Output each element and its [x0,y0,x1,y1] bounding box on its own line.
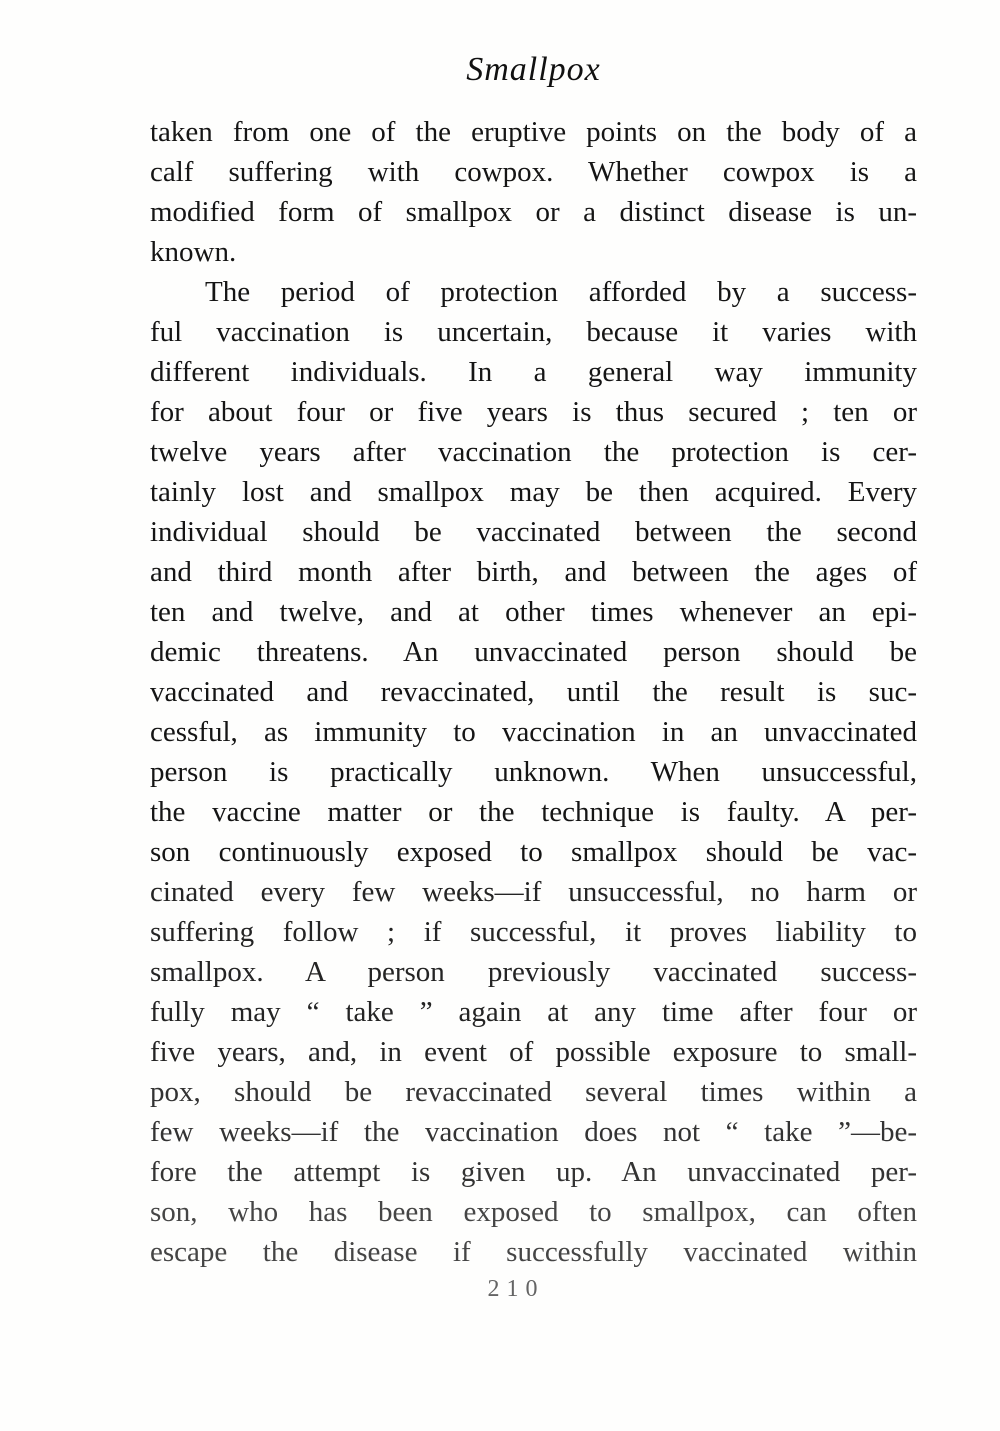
text-line: five years, and, in event of possible exposure to small- [150,1036,917,1068]
text-line: escape the disease if successfully vaccinated within [150,1236,917,1268]
text-line: fore the attempt is given up. An unvaccinated per- [150,1156,917,1188]
text-line: fully may “ take ” again at any time after four or [150,996,917,1028]
text-line: pox, should be revaccinated several times within a [150,1076,917,1108]
text-line: ful vaccination is uncertain, because it varies with [150,316,917,348]
text-line: vaccinated and revaccinated, until the result is suc- [150,676,917,708]
page-heading: Smallpox [466,51,601,88]
text-line: and third month after birth, and between the ages of [150,556,917,588]
text-line: suffering follow ; if successful, it proves liability to [150,916,917,948]
page-number: 210 [487,1276,545,1302]
text-line: demic threatens. An unvaccinated person should be [150,636,917,668]
text-line: ten and twelve, and at other times whenever an epi- [150,596,917,628]
text-line: modified form of smallpox or a distinct disease is un- [150,196,917,228]
text-line: tainly lost and smallpox may be then acquired. Every [150,476,917,508]
text-line: for about four or five years is thus secured ; ten or [150,396,917,428]
text-line: twelve years after vaccination the protection is cer- [150,436,917,468]
text-line: cessful, as immunity to vaccination in an unvaccinated [150,716,917,748]
text-line: smallpox. A person previously vaccinated success- [150,956,917,988]
text-line: the vaccine matter or the technique is faulty. A per- [150,796,917,828]
text-line: few weeks—if the vaccination does not “ take ”—be- [150,1116,917,1148]
text-line: son continuously exposed to smallpox should be vac- [150,836,917,868]
text-line: calf suffering with cowpox. Whether cowpox is a [150,156,917,188]
text-line: different individuals. In a general way immunity [150,356,917,388]
text-line: son, who has been exposed to smallpox, can often [150,1196,917,1228]
text-line: The period of protection afforded by a success- [205,276,917,308]
text-line: taken from one of the eruptive points on the body of a [150,116,917,148]
text-line: cinated every few weeks—if unsuccessful, no harm or [150,876,917,908]
text-block [150,112,917,1272]
text-line: person is practically unknown. When unsuccessful, [150,756,917,788]
text-line: individual should be vaccinated between the second [150,516,917,548]
text-line: known. [150,236,237,268]
